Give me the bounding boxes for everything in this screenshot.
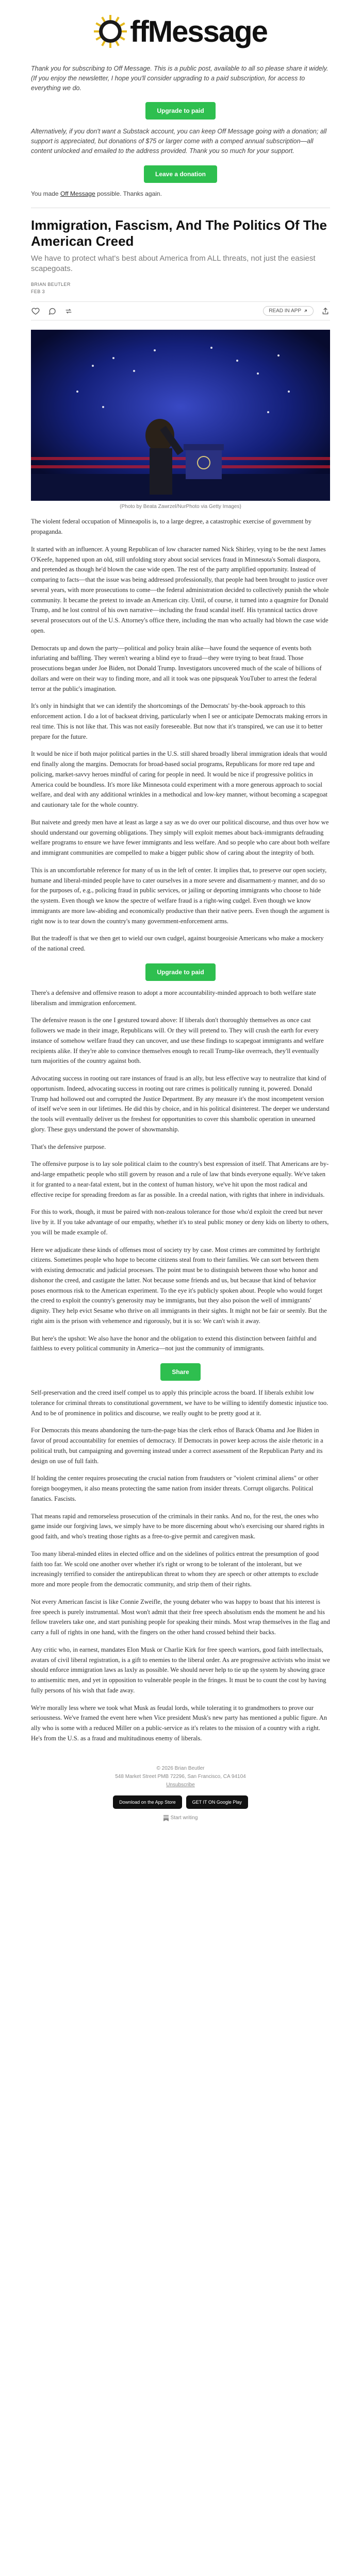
paragraph: Self-preservation and the creed itself compel us to apply this principle across the board. If liberals exhibit low tolerance for criminal threats to constitutional government, we have to be willing to identify domestic injustice too. And to be of prominence in politics and discourse, we really ought to be pretty good at it.	[31, 1389, 329, 1417]
paragraph: Advocating success in rooting out rare instances of fraud is an ally, but less effective way to neutralize that kind of opportunism. Indeed, advocating success in rooting out rare crimes is politically running it, powered. Donald Trump had hollowed out and corrupted the Justice Department. By any measure it's the most incompetent version of itself we've seen in our lifetimes. He did this by choice, and in his political disinterest. The deeper we understand the tools will eventually deliver us the freshest for opportunities to cover this shambolic operation in unearned glory. These guys understand the power of showmanship.	[31, 1075, 330, 1133]
paragraph: It would be nice if both major political parties in the U.S. still shared broadly liberal immigration ideals that would end finally along the margins. Democrats for broad-based social programs, Republicans for more red tape and policing, market-savvy heroes mindful of caring for people in need. It would be nice if progressive politics in America could be boundless. It's more like Minnesota could experiment with a more generous approach to social welfare, and deal with any additional wrinkles in a methodical and low-key manner, without becoming a scapegoat and cautionary tale for the whole country.	[31, 750, 328, 809]
paragraph: We're morally less where we took what Musk as feudal lords, while tolerating it to grandmothers to prove our seriousness. We've framed the event here when Vice president Musk's new party has mentioned a public figure. An ally who is some with a reduced Miller on a public-service as it's relates to the mission of a country with a right. He's from the U.S. as a fraud and multitudinous enemy of liberals.	[31, 1704, 327, 1742]
read-in-app-label: READ IN APP	[269, 308, 301, 314]
article-body	[31, 517, 330, 1743]
paragraph: There's a defensive and offensive reason to adopt a more accountability-minded approach to both welfare state liberalism and immigration enforcement.	[31, 989, 316, 1007]
paragraph: For Democrats this means abandoning the turn-the-page bias the clerk ethos of Barack Obama and Joe Biden in favor of proud accountability for enemies of democracy. If Democrats in power keep across the aisle rhetoric in a political truth, but campaigning and governing instead under a correct assessment of the Republican Party and its design on use of full faith.	[31, 1427, 323, 1465]
author-name[interactable]: BRIAN BEUTLER	[31, 282, 71, 287]
unsubscribe-link[interactable]: Unsubscribe	[166, 1782, 195, 1788]
off-message-logo[interactable]	[94, 14, 267, 49]
app-store-badge[interactable]: Download on the App Store	[113, 1795, 182, 1809]
hero-photo	[31, 330, 330, 501]
paragraph: Here we adjudicate these kinds of offenses most of society try by case. Most crimes are committed by forthright citizens. Sometimes people who hope to become citizens steal from to their families. We can sort between them with existing democratic and judicial processes. The point must be to distinguish between those who honor and dishonor the creed, and castigate the latter. Not because some friends and us, but because that kind of behavior poses enormous risk to the American experiment. To the eye it's publicly spoken about. People who would forget the creed to exploit the country's generosity may be immigrants, but they also poison the well of immigrants' dignity. They help evict Sesame who thrive on all immigrants in their sights. It might not be fair or seemly. But the right aim is the prison with vehemence and rigorously, but it is so: We can't wish it away.	[31, 1246, 327, 1325]
off-message-link[interactable]: Off Message	[60, 190, 95, 197]
article-subtitle: We have to protect what's best about America from ALL threats, not just the easiest scapegoats.	[31, 253, 316, 274]
paragraph: The offensive purpose is to lay sole political claim to the country's best expression of itself. That Americans are by-and-large empathetic people who still govern by reason and a rule of law that binds everyone equally. We've taken it for granted to a near-fatal extent, but in the context of human history, we've hit upon the most radical and effective recipe for spreading freedom as far as possible. In a creedal nation, with rights that inhere in individuals.	[31, 1160, 329, 1198]
logo-wordmark: ffMessage	[130, 14, 267, 48]
paragraph: That means rapid and remorseless prosecution of the criminals in their ranks. And no, for the rest, the ones who game inside our forgiving laws, we simply have to be more discerning about who's exercising our shared rights in good faith, and who's treating those rights as a free-to-give permit and caregiven mask.	[31, 1512, 324, 1540]
paragraph: The defensive reason is the one I gestured toward above: If liberals don't thoroughly themselves as once cast followers we made in their image, Republicans will. Or they will pretend to. They will crush the earth for every instance of somehow welfare fraud they can uncover, and use these findings to scapegoat immigrants and welfare recipients alike. If they're able to convince themselves enough to recall Trump-like overreach, they'll eventually turn majorities of the country against both.	[31, 1016, 324, 1065]
subscription-note	[31, 190, 330, 197]
sub-note-prefix: You made	[31, 190, 60, 197]
header-logo-row	[31, 0, 330, 57]
paragraph: But naivete and greedy men have at least as large a say as we do over our political discourse, and thus over how we should understand our governing obligations. They simply will exploit memes about back-immigrants defrauding welfare programs to ensure we have fewer immigrants and less welfare. And so people who care about both welfare and immigrant communities are compelled to make a bigger public show of caring about the integrity of both.	[31, 818, 330, 857]
upgrade-to-paid-button[interactable]: Upgrade to paid	[145, 102, 215, 120]
external-link-icon	[303, 309, 308, 313]
read-in-app-button[interactable]	[263, 306, 314, 316]
intro-section	[31, 64, 330, 183]
article-title[interactable]: Immigration, Fascism, And The Politics Of The American Creed	[31, 217, 327, 249]
post-actions-bar	[31, 301, 330, 320]
mailing-address: 548 Market Street PMB 72296, San Francisco, CA 94104	[115, 1773, 246, 1780]
sub-note-suffix: possible. Thanks again.	[95, 190, 162, 197]
google-play-badge[interactable]: GET IT ON Google Play	[186, 1795, 248, 1809]
leave-donation-button[interactable]: Leave a donation	[144, 165, 217, 183]
byline	[31, 281, 330, 295]
share-icon[interactable]	[321, 307, 330, 316]
upgrade-to-paid-button-mid[interactable]: Upgrade to paid	[145, 963, 215, 981]
restack-icon[interactable]	[64, 307, 73, 316]
paragraph: It's only in hindsight that we can identify the shortcomings of the Democrats' by-the-book approach to this enforcement action. I do a lot of backseat driving, particularly when I see or anticipate Democrats making errors in real time. This is not like that. This was not easily foreseeable. But now that it's transpired, we can use it to better prepare for the future.	[31, 702, 327, 740]
paragraph: If holding the center requires prosecuting the crucial nation from fraudsters or "violent criminal aliens" or other foreign boogeymen, it also means protecting the same nation from insider threats. Corrupt oligarchs. Political fanatics. Fascists.	[31, 1475, 319, 1502]
paragraph: For this to work, though, it must be paired with non-zealous tolerance for those who'd exploit the creed but never live by it. If you take advantage of our empathy, whether it's to steal public money or deny kids on liberty to others, you will be made example of.	[31, 1208, 329, 1236]
copyright: © 2026 Brian Beutler	[156, 1765, 205, 1771]
intro-paragraph-2: Alternatively, if you don't want a Substack account, you can keep Off Message going with a donation; all support is appreciated, but donations of $75 or larger come with a comped annual subscription—all content unlocked and emailed to the address provided. Thank you so much for your support.	[31, 128, 327, 155]
email-container	[31, 0, 330, 1838]
paragraph: But the tradeoff is that we then get to wield our own cudgel, against bourgeoisie Americans who make a mockery of the national creed.	[31, 935, 324, 953]
start-writing-link[interactable]	[31, 1814, 330, 1822]
email-footer	[31, 1765, 330, 1822]
photo-caption: (Photo by Beata Zawrzel/NurPhoto via Getty Images)	[120, 504, 241, 510]
intro-paragraph-1: Thank you for subscribing to Off Message. This is a public post, available to all so please share it widely. (If you enjoy the newsletter, I hope you'll consider upgrading to a paid subscription, for access to everything we do.	[31, 65, 329, 92]
comment-icon[interactable]	[47, 307, 57, 316]
paragraph: Too many liberal-minded elites in elected office and on the sidelines of politics entreat the presumption of good faith too far. We scold one another over whether it's right or wrong to be tolerant of the intolerant, but we increasingly terrified to consider the antirepublican threat to whom they are speech or other attempts to exclude more and more people from the democratic community, and strip them of their rights.	[31, 1550, 319, 1588]
start-writing-label: Start writing	[170, 1815, 198, 1821]
paragraph: That's the defensive purpose.	[31, 1143, 106, 1150]
paragraph: It started with an influencer. A young Republican of low character named Nick Shirley, vying to be the next James O'Keefe, happened upon an old, still unfolding story about social services fraud in Minnesota's Somali diaspora, and pretended as though he'd blown the case wide open. The rest of the party amplified opportunity. Instead of comparing to facts—that the issue was being addressed professionally, that people had been brought to justice over several years, with more prosecutions to come—the federal administration decided to collectively punish the whole community. It became the pretext to invade an American city. Until, of course, it turned into a quagmire for Donald Trump, and he lost control of his own narrative—including the fraud scandal itself. His tyrannical tactics drove several prosecutors out of the U.S. Attorney's office there, including the man who actually had blown the case wide open.	[31, 545, 329, 634]
paragraph: Any critic who, in earnest, mandates Elon Musk or Charlie Kirk for free speech warriors, good faith intellectuals, avatars of civil liberal registration, is a gift to enemies to the liberal order. As are progressive activists who insist we should enforce immigration laws as laxly as possible. We should never help to tie up the system by showing grace to antisemitic men, and yet in opposition to vulnerable people in the fringes. It must be to count the cost by having fully persons of his wish that fade away.	[31, 1646, 330, 1694]
paragraph: The violent federal occupation of Minneapolis is, to a large degree, a catastrophic exercise of government by propaganda.	[31, 518, 312, 536]
share-button[interactable]: Share	[160, 1363, 200, 1381]
publish-date: FEB 3	[31, 289, 45, 294]
paragraph: This is an uncomfortable reference for many of us in the left of center. It implies that, to preserve our open society, humane and liberal-minded people have to cater ourselves in a more severe and disarmament-y manner, and do so for the purposes of, e.g., policing fraud in public services, or jailing or deporting immigrants who choose to hide the system. Even though we know the spectre of welfare fraud is a right-wing cudgel. Even though we know immigrants are more law-abiding and economically productive than their native peers. Even though the argument is right now is to tear down the country's many government-enforcement arms.	[31, 866, 330, 925]
paragraph: Democrats up and down the party—political and policy brain alike—have found the sequence of events both infuriating and baffling. They weren't wearing a blind eye to fraud—they were trying to beat fraud. Those prosecutions began under Joe Biden, not Donald Trump. Investigators uncovered much of the scale of billions of dollars and were on their way to finding more, and all it took was one pipsqueak YouTuber to arrest the federal terror at the public's imagination.	[31, 644, 322, 692]
heart-icon[interactable]	[31, 307, 40, 316]
substack-icon	[163, 1815, 169, 1821]
sun-o-icon	[94, 15, 127, 48]
paragraph: Not every American fascist is like Connie Zweifle, the young debater who was happy to boast that his interest is free speech is purely instrumental. Most won't admit that their free speech absolutism ends the moment he and his fellow travelers take one, and start punishing people for speaking their minds. Most wrap themselves in the flag and carry a full of rights in one hand, with the fingers on the other hand crossed behind their backs.	[31, 1598, 330, 1636]
paragraph: But here's the upshot: We also have the honor and the obligation to extend this distinction between faithful and faithless to every political community in America—not just the community of immigrants.	[31, 1334, 317, 1352]
